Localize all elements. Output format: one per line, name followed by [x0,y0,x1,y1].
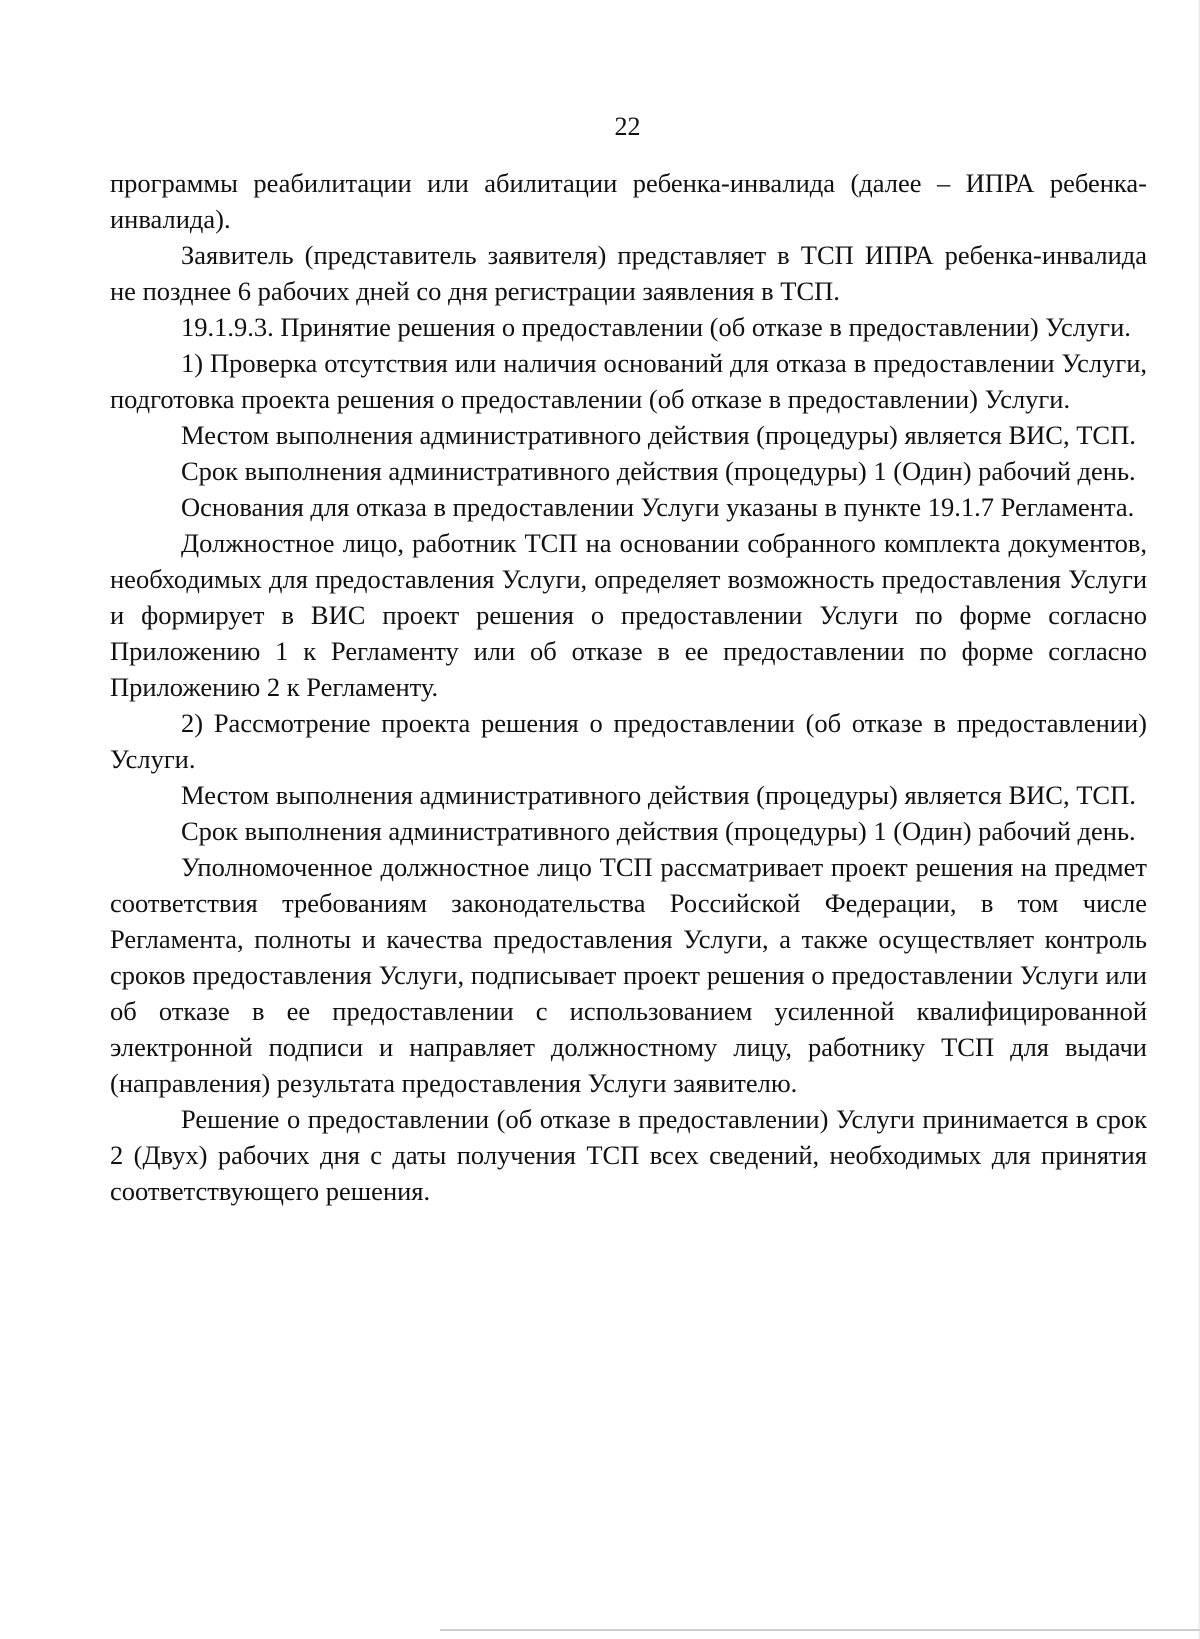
paragraph: программы реабилитации или абилитации ребенка-инвалида (далее – ИПРА ребенка-инвалида). [110,168,1147,234]
paragraph: 1) Проверка отсутствия или наличия оснований для отказа в предоставлении Услуги, подготовка проекта решения о предоставлении (об отказе в предоставлении) Услуги. [110,348,1147,414]
document-body [110,165,1147,1209]
paragraph: Решение о предоставлении (об отказе в предоставлении) Услуги принимается в срок 2 (Двух) рабочих дня с даты получения ТСП всех сведений, необходимых для принятия соответствующего решения. [110,1104,1147,1206]
section-heading: 19.1.9.3. Принятие решения о предоставлении (об отказе в предоставлении) Услуги. [181,312,1131,342]
paragraph: 2) Рассмотрение проекта решения о предоставлении (об отказе в предоставлении) Услуги. [110,708,1147,774]
paragraph: Срок выполнения административного действия (процедуры) 1 (Один) рабочий день. [181,456,1136,486]
paragraph: Уполномоченное должностное лицо ТСП рассматривает проект решения на предмет соответствия требованиям законодательства Российской Федерации, в том числе Регламента, полноты и качества предоставления Услуги, а также осуществляет контроль сроков предоставления Услуги, подписывает проект решения о предоставлении Услуги или об отказе в ее предоставлении с использованием усиленной квалифицированной электронной подписи и направляет должностному лицу, работнику ТСП для выдачи (направления) результата предоставления Услуги заявителю. [110,852,1147,1098]
scan-edge [440,1629,1200,1631]
paragraph: Местом выполнения административного действия (процедуры) является ВИС, ТСП. [181,420,1136,450]
paragraph: Местом выполнения административного действия (процедуры) является ВИС, ТСП. [181,780,1136,810]
paragraph: Заявитель (представитель заявителя) представляет в ТСП ИПРА ребенка-инвалида не позднее 6 рабочих дней со дня регистрации заявления в ТСП. [110,240,1147,306]
paragraph: Должностное лицо, работник ТСП на основании собранного комплекта документов, необходимых для предоставления Услуги, определяет возможность предоставления Услуги и формирует в ВИС проект решения о предоставлении Услуги по форме согласно Приложению 1 к Регламенту или об отказе в ее предоставлении по форме согласно Приложению 2 к Регламенту. [110,528,1147,702]
paragraph: Основания для отказа в предоставлении Услуги указаны в пункте 19.1.7 Регламента. [181,492,1135,522]
paragraph: Срок выполнения административного действия (процедуры) 1 (Один) рабочий день. [181,816,1136,846]
page-number: 22 [614,112,641,141]
